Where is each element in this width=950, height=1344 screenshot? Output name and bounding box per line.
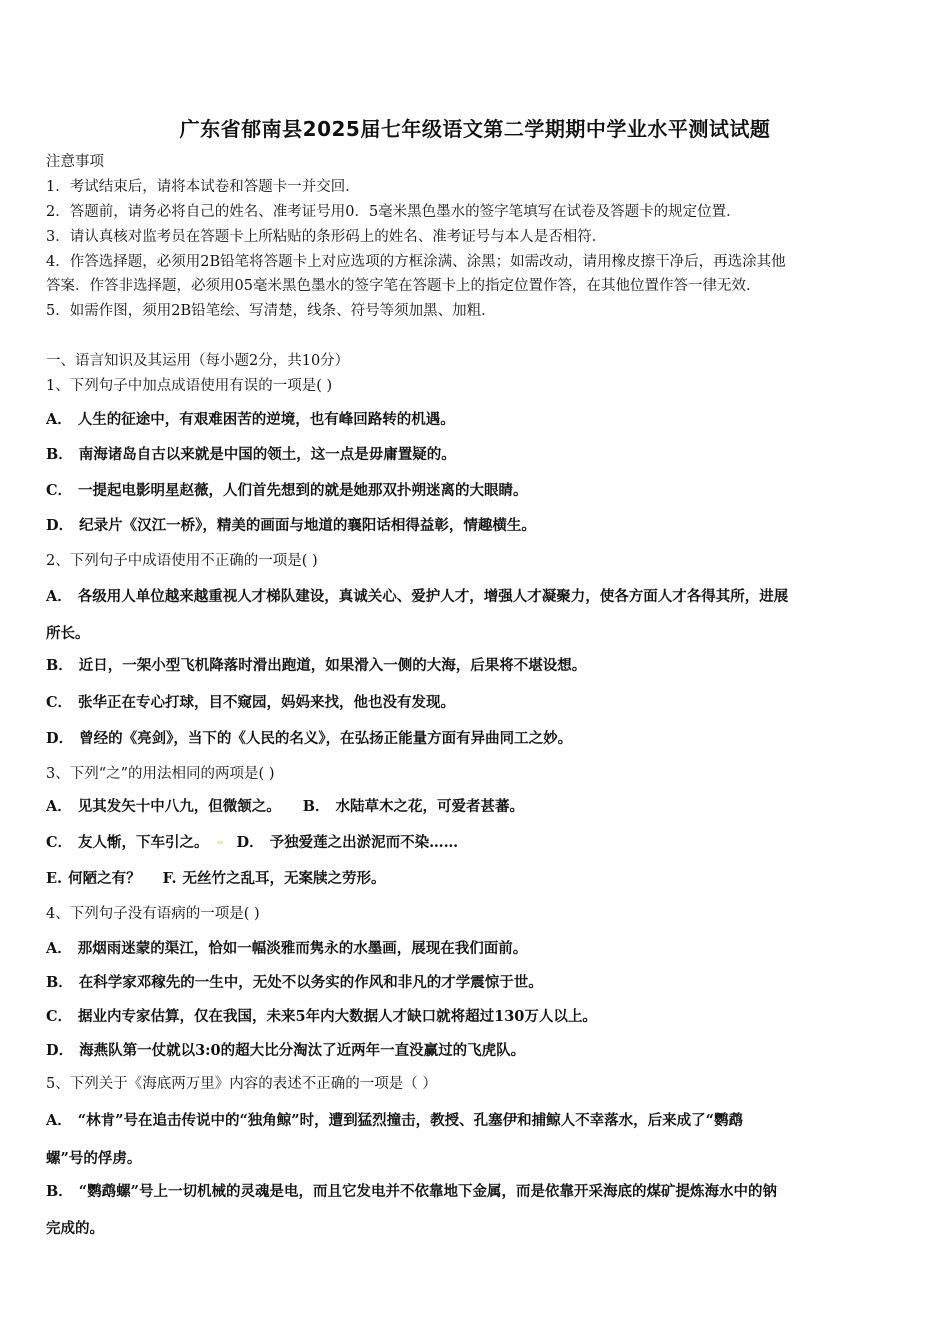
notice-heading: 注意事项 (46, 154, 104, 170)
section-heading: 一、语言知识及其运用（每小题2分，共10分） (46, 353, 350, 369)
option-text: “鹦鹉螺”号上一切机械的灵魂是电，而且它发电并不依靠地下金属，而是依靠开采海底的煤矿提炼海水中的钠 (78, 1183, 777, 1200)
option-label: B． (302, 798, 330, 815)
option-label: A． (46, 798, 72, 815)
option-label: C． (46, 834, 73, 851)
option-label: D． (46, 1042, 74, 1059)
q2-option-a-cont: 所长。 (46, 625, 90, 642)
option-text: 人生的征途中，有艰难困苦的逆境，也有峰回路转的机遇。 (77, 411, 455, 428)
q4-option-a (46, 939, 906, 959)
q5-option-b-cont: 完成的。 (46, 1220, 104, 1237)
option-text: 南海诸岛自古以来就是中国的领土，这一点是毋庸置疑的。 (78, 446, 456, 463)
question-5-stem: 5、下列关于《海底两万里》内容的表述不正确的一项是（ ） (46, 1076, 437, 1092)
option-label: B． (46, 974, 73, 991)
option-label: C． (46, 1008, 73, 1025)
question-4-stem: 4、下列句子没有语病的一项是( ) (46, 906, 260, 922)
option-text: “林肯”号在追击传说中的“独角鲸”时，遭到猛烈撞击，教授、孔塞伊和捕鲸人不幸落水，后来成了“鹦鹉 (77, 1112, 743, 1129)
option-label: C． (46, 482, 73, 499)
option-label: A． (46, 1112, 72, 1129)
notice-item: 3．请认真核对监考员在答题卡上所粘贴的条形码上的姓名、准考证号与本人是否相符． (46, 229, 607, 245)
option-label: D． (46, 730, 74, 747)
q5-option-a (46, 1111, 906, 1131)
q3-options-cd (46, 833, 906, 853)
q1-option-a (46, 410, 906, 430)
option-label: A． (46, 940, 72, 957)
option-label: B． (46, 446, 73, 463)
q1-option-b (46, 445, 906, 465)
q1-option-d (46, 516, 906, 536)
q5-option-a-cont: 螺”号的俘虏。 (46, 1150, 142, 1167)
option-text: 海燕队第一仗就以3:0的超大比分淘汰了近两年一直没赢过的飞虎队。 (79, 1042, 526, 1059)
option-text: 一提起电影明星赵薇，人们首先想到的就是她那双扑朔迷离的大眼睛。 (78, 482, 528, 499)
option-text: 予独爱莲之出淤泥而不染…… (269, 834, 459, 851)
question-2-stem: 2、下列句子中成语使用不正确的一项是( ) (46, 553, 318, 569)
option-text: 张华正在专心打球，目不窥园，妈妈来找，他也没有发现。 (78, 694, 456, 711)
option-text: 那烟雨迷蒙的渠江，恰如一幅淡雅而隽永的水墨画，展现在我们面前。 (77, 940, 528, 957)
q3-options-ef (46, 869, 906, 889)
option-text: 友人惭，下车引之。 (78, 834, 209, 851)
option-text: 曾经的《亮剑》，当下的《人民的名义》，在弘扬正能量方面有异曲同工之妙。 (79, 730, 573, 747)
notice-item: 5．如需作图，须用2B铅笔绘、写清楚，线条、符号等须加黑、加粗． (46, 303, 496, 319)
q2-option-b (46, 656, 906, 676)
page-title: 广东省郁南县2025届七年级语文第二学期期中学业水平测试试题 (179, 117, 771, 141)
notice-item: 2．答题前，请务必将自己的姓名、准考证号用0．5毫米黑色墨水的签字笔填写在试卷及答题卡的规定位置． (46, 204, 741, 220)
option-label: D． (46, 517, 74, 534)
option-text: 近日，一架小型飞机降落时滑出跑道，如果滑入一侧的大海，后果将不堪设想。 (78, 657, 587, 674)
q2-option-c (46, 693, 906, 713)
option-text: 无丝竹之乱耳，无案牍之劳形。 (182, 870, 386, 887)
q1-option-c (46, 481, 906, 501)
notice-item: 1．考试结束后，请将本试卷和答题卡一并交回． (46, 179, 360, 195)
option-text: 水陆草木之花，可爱者甚蕃。 (335, 798, 525, 815)
question-3-stem: 3、下列“之”的用法相同的两项是( ) (46, 766, 275, 782)
option-text: 纪录片《汉江一桥》，精美的画面与地道的襄阳话相得益彰，情趣横生。 (79, 517, 536, 534)
notice-item: 答案．作答非选择题，必须用05毫米黑色墨水的签字笔在答题卡上的指定位置作答，在其他位置作答一律无效． (46, 278, 761, 294)
option-label: A． (46, 588, 72, 605)
option-label: E. (46, 870, 63, 887)
q4-option-c (46, 1007, 906, 1027)
option-text: 见其发矢十中八九，但微颔之。 (77, 798, 281, 815)
option-label: A． (46, 411, 72, 428)
option-label: B． (46, 1183, 73, 1200)
q2-option-d (46, 729, 906, 749)
option-label: D． (236, 834, 264, 851)
q3-options-ab (46, 797, 906, 817)
option-label: C． (46, 694, 73, 711)
scan-mark (217, 841, 223, 844)
option-text: 何陋之有？ (68, 870, 141, 887)
q5-option-b (46, 1182, 906, 1202)
q4-option-b (46, 973, 906, 993)
option-label: B． (46, 657, 73, 674)
option-text: 各级用人单位越来越重视人才梯队建设，真诚关心、爱护人才，增强人才凝聚力，使各方面人才各得其所，进展 (77, 588, 789, 605)
option-text: 在科学家邓稼先的一生中，无处不以务实的作风和非凡的才学震惊于世。 (78, 974, 543, 991)
option-label: F. (162, 870, 177, 887)
question-1-stem: 1、下列句子中加点成语使用有误的一项是( ) (46, 378, 333, 394)
notice-item: 4．作答选择题，必须用2B铅笔将答题卡上对应选项的方框涂满、涂黑；如需改动，请用橡皮擦干净后，再选涂其他 (46, 254, 786, 270)
q4-option-d (46, 1041, 906, 1061)
option-text: 据业内专家估算，仅在我国，未来5年内大数据人才缺口就将超过130万人以上。 (78, 1008, 597, 1025)
q2-option-a (46, 587, 906, 607)
